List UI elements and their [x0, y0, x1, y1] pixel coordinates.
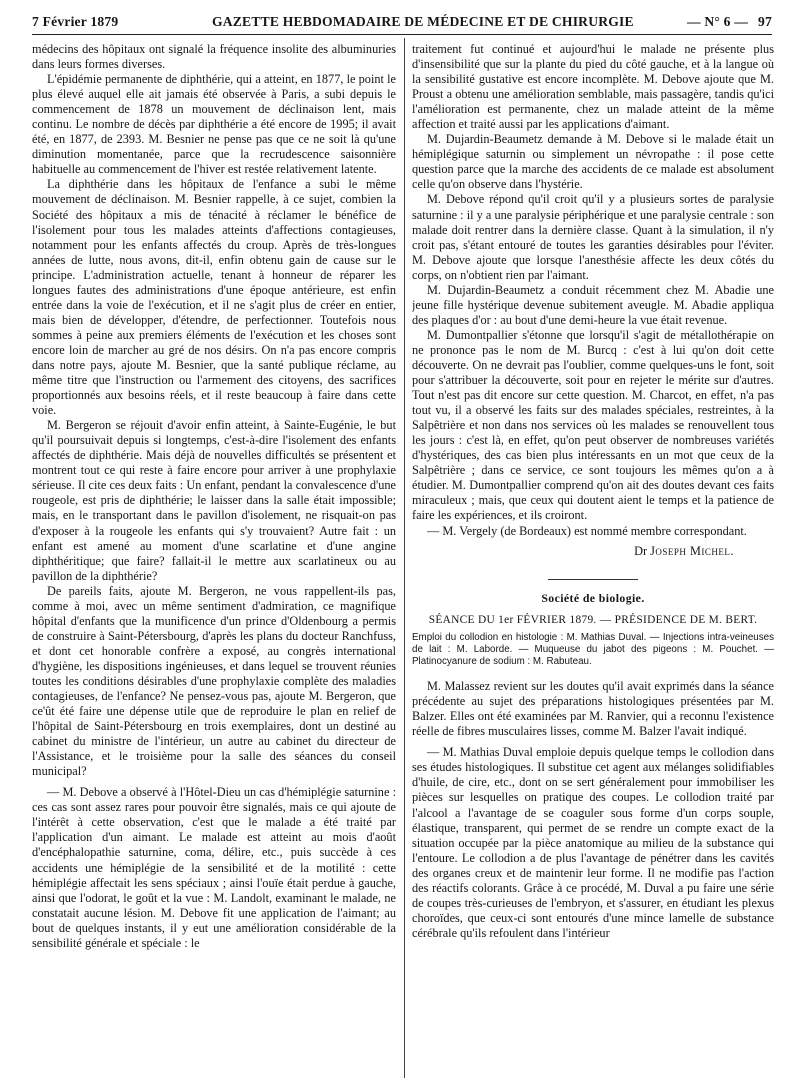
paragraph: — M. Mathias Duval emploie depuis quelque temps le collodion dans ses études histologiques. Il substitue cet agent aux mélanges solidifiables d'huile, de cire, etc., dont on se sert généralement pour immobiliser les pièces sur lesquelles on pratique des coupes. Le collodion traité par l'alcool a l'avantage de se coaguler sous forme d'un corps souple, élastique, transparent, qui permet de se rendre un compte exact de la situation occupée par la pièce anatomique au milieu de la substance qui l'entoure. Le collodion a de plus l'avantage de pénétrer dans les cavités des organes creux et de maintenir leur forme. Il ne modifie pas l'action des réactifs colorants. Grâce à ce procédé, M. Duval a pu faire une série de coupes très-curieuses de l'embryon, et s'assurer, en étudiant les plexus choroïdes, que ceux-ci sont entourés d'une mince lamelle de substance cérébrale qu'ils refoulent dans l'intérieur	[412, 745, 774, 940]
paragraph: M. Dumontpallier s'étonne que lorsqu'il s'agit de métallothérapie on ne prononce pas le nom de M. Burcq : c'est à lui qu'on doit cette découverte. On ne devrait pas l'oublier, comme quelques-uns le font, soit pour s'attribuer la découverte, soit pour en rejeter le mérite sur d'autres. Tout n'est pas dit encore sur cette question. M. Charcot, en effet, n'a pas tout vu, il a observé les faits sur des malades spéciales, restreintes, à la Salpêtrière et non dans nos services où les malades se renouvellent tous les jours : c'est là, en effet, qu'on peut observer de nombreuses variétés d'hystériques, des cas bien plus intéressants en un mot que ceux de la Salpêtrière ; dans ce service, ce sont toujours les mêmes qu'on a à étudier. M. Dumontpallier comprend qu'on ait des doutes devant ces faits miraculeux ; mais, que ceux qui doutent aient le temps et la patience de faire les expériences, et ils croiront.	[412, 327, 774, 523]
paragraph: De pareils faits, ajoute M. Bergeron, ne vous rappellent-ils pas, comme à moi, avec un même sentiment d'admiration, ce magnifique hôpital d'enfants que la munificence d'un prince d'Oldenbourg a permis de construire à Saint-Pétersbourg, d'après les plans du docteur Ranchfuss, et dont cet honorable confrère a exposé, au congrès international d'hygiène, les dispositions ingénieuses, et dans lequel se trouvent réunies toutes les conditions désirables d'une prophylaxie complète des maladies contagieuses, de l'enfance? Ne pensez-vous pas, ajoute M. Bergeron, que ce'ût été faire une dépense utile que de reproduire le plan en relief de l'hôpital de Saint-Pétersbourg en trois exemplaires, dont un destiné au cabinet du ministre de l'intérieur, un autre au cabinet du directeur de l'Assistance, et le troisième pour la salle des séances du conseil municipal?	[32, 583, 396, 779]
signature-name: Joseph Michel.	[650, 543, 734, 558]
paragraph: L'épidémie permanente de diphthérie, qui a atteint, en 1877, le point le plus élevé auquel elle ait jamais été observée à Paris, a subi depuis le commencement de 1878 un mouvement de déclinaison lent, mais continu. Le nombre de décès par diphthérie a été encore de 1995; il avait été, en 1877, de 2393. M. Besnier ne pense pas que ce ne soit là qu'une diminution momentanée, parce que la recrudescence saisonnière habituelle au commencement de l'hiver est restée relativement latente.	[32, 72, 396, 177]
page-number: 97	[758, 14, 772, 29]
paragraph: La diphthérie dans les hôpitaux de l'enfance a subi le même mouvement de déclinaison. M. Besnier rappelle, à ce sujet, combien la Société des hôpitaux a mis de ténacité à réclamer le bénéfice de l'isolement pour tous les malades atteints d'affections contagieuses, notamment pour les enfants affectés du croup. Après de très-longues années de lutte, nous avons, dit-il, enfin obtenu gain de cause sur le principe. L'administration actuelle, tenant à honneur de réparer les longues fautes des administrations d'une époque antérieure, est enfin entrée dans la voie de l'exécution, et il ne s'agit plus de créer en entier, mais bien de développer, d'étendre, de perfectionner. Toutefois nous sommes à peine aux premiers éléments de l'exécution et les choses sont encore loin de marcher au gré de nos désirs. On n'a pas encore compris dans notre pays, ajoute M. Besnier, que la santé publique réclame, au même titre que l'instruction ou l'armement des citoyens, des sacrifices proportionnés aux besoins réels, et il reste beaucoup à faire dans cette voie.	[32, 177, 396, 418]
paragraph: M. Malassez revient sur les doutes qu'il avait exprimés dans la séance précédente au sujet des préparations histologiques présentées par M. Balzer. Elles ont été examinées par M. Ranvier, qui a reconnu l'existence réelle de fibres musculaires lisses, comme M. Balzer l'avait indiqué.	[412, 679, 774, 739]
paragraph: M. Dujardin-Beaumetz a conduit récemment chez M. Abadie une jeune fille hystérique devenue subitement aveugle. M. Abadie appliqua des plaques d'or : au bout d'une demi-heure la vue était revenue.	[412, 282, 774, 327]
session-heading: SÉANCE DU 1er FÉVRIER 1879. — PRÉSIDENCE DE M. BERT.	[428, 613, 758, 626]
right-column	[412, 42, 774, 1077]
section-title: Société de biologie.	[541, 590, 645, 605]
author-signature	[412, 544, 734, 559]
column-rule	[404, 38, 405, 1078]
paragraph: — M. Debove a observé à l'Hôtel-Dieu un cas d'hémiplégie saturnine : ces cas sont assez rares pour pouvoir être signalés, mais ce qui ajoute de l'intérêt à cette observation, c'est que le malade a été traité par l'application d'un aimant. Le malade est atteint au mois d'août d'encéphalopathie saturnine, coma, délire, etc., puis succède à ces accidents une hémiplégie de la sensibilité et de la motilité : cette hémiplégie affectait les sens spéciaux ; ainsi l'ouïe était perdue à gauche, ainsi que l'odorat, le goût et la vue : M. Landolt, examinant le malade, ne constatait aucune lésion. M. Debove fit une application de l'aimant; au bout de quelques instants, il y eut une amélioration considérable de la sensibilité générale et spéciale : le	[32, 785, 396, 950]
session-summary: Emploi du collodion en histologie : M. Mathias Duval. — Injections intra-veineuses de lait : M. Laborde. — Muqueuse du jabot des pigeons : M. Pouchet. — Platinocyanure de sodium : M. Rabuteau.	[412, 631, 774, 667]
header-rule	[32, 34, 772, 35]
issue-number: — N° 6 —	[687, 14, 749, 29]
paragraph: M. Dujardin-Beaumetz demande à M. Debove si le malade était un hémiplégique saturnin ou simplement un névropathe : il pose cette question parce que la marche des accidents de ce malade est absolument celle qu'on observe dans l'hystérie.	[412, 132, 774, 192]
paragraph: médecins des hôpitaux ont signalé la fréquence insolite des albuminuries dans leurs formes diverses.	[32, 42, 396, 72]
issue-date: 7 Février 1879	[32, 14, 119, 29]
paragraph: — M. Vergely (de Bordeaux) est nommé membre correspondant.	[427, 523, 747, 538]
left-column	[32, 42, 396, 1077]
journal-title: GAZETTE HEBDOMADAIRE DE MÉDECINE ET DE CHIRURGIE	[212, 14, 634, 29]
section-divider	[548, 579, 638, 580]
signature-prefix: Dr	[634, 543, 648, 558]
paragraph: M. Debove répond qu'il croit qu'il y a plusieurs sortes de paralysie saturnine : il y a une paralysie périphérique et une paralysie centrale : son malade doit rentrer dans la dernière classe. Quant à la simulation, il n'y croit pas, s'étant entouré de toutes les garanties désirables pour l'éviter. M. Debove ajoute que lorsque l'anesthésie affecte les deux côtés du corps, on n'obtient rien par l'aimant.	[412, 192, 774, 282]
paragraph: M. Bergeron se réjouit d'avoir enfin atteint, à Sainte-Eugénie, le but qu'il poursuivait depuis si longtemps, c'est-à-dire l'isolement des enfants affectés de diphthérie. Mais déjà de nouvelles difficultés se présentent et montrent tout ce qui reste à faire encore pour arriver à une prophylaxie sérieuse. Il cite ces deux faits : Un enfant, pendant la convalescence d'une rougeole, est pris de diphthérie; le laisser dans la salle était impossible; mais, en le transportant dans le pavillon d'isolement, ne risquait-on pas d'exposer à la rougeole les enfants qui s'y trouvaient? Autre fait : un enfant est amené au moment d'une scarlatine et d'une angine diphthéritique; que faire? fallait-il le mettre aux scarlatineux ou au pavillon de la diphthérie?	[32, 418, 396, 583]
paragraph: traitement fut continué et aujourd'hui le malade ne présente plus d'insensibilité que sur la plante du pied du côté gauche, et à la langue où la sensibilité gustative est encore incomplète. M. Debove ajoute que M. Proust a obtenu une amélioration semblable, mais passagère, tandis qu'ici l'amélioration est permanente, chez un malade atteint de la même affection et traité aussi par les applications d'aimant.	[412, 42, 774, 132]
